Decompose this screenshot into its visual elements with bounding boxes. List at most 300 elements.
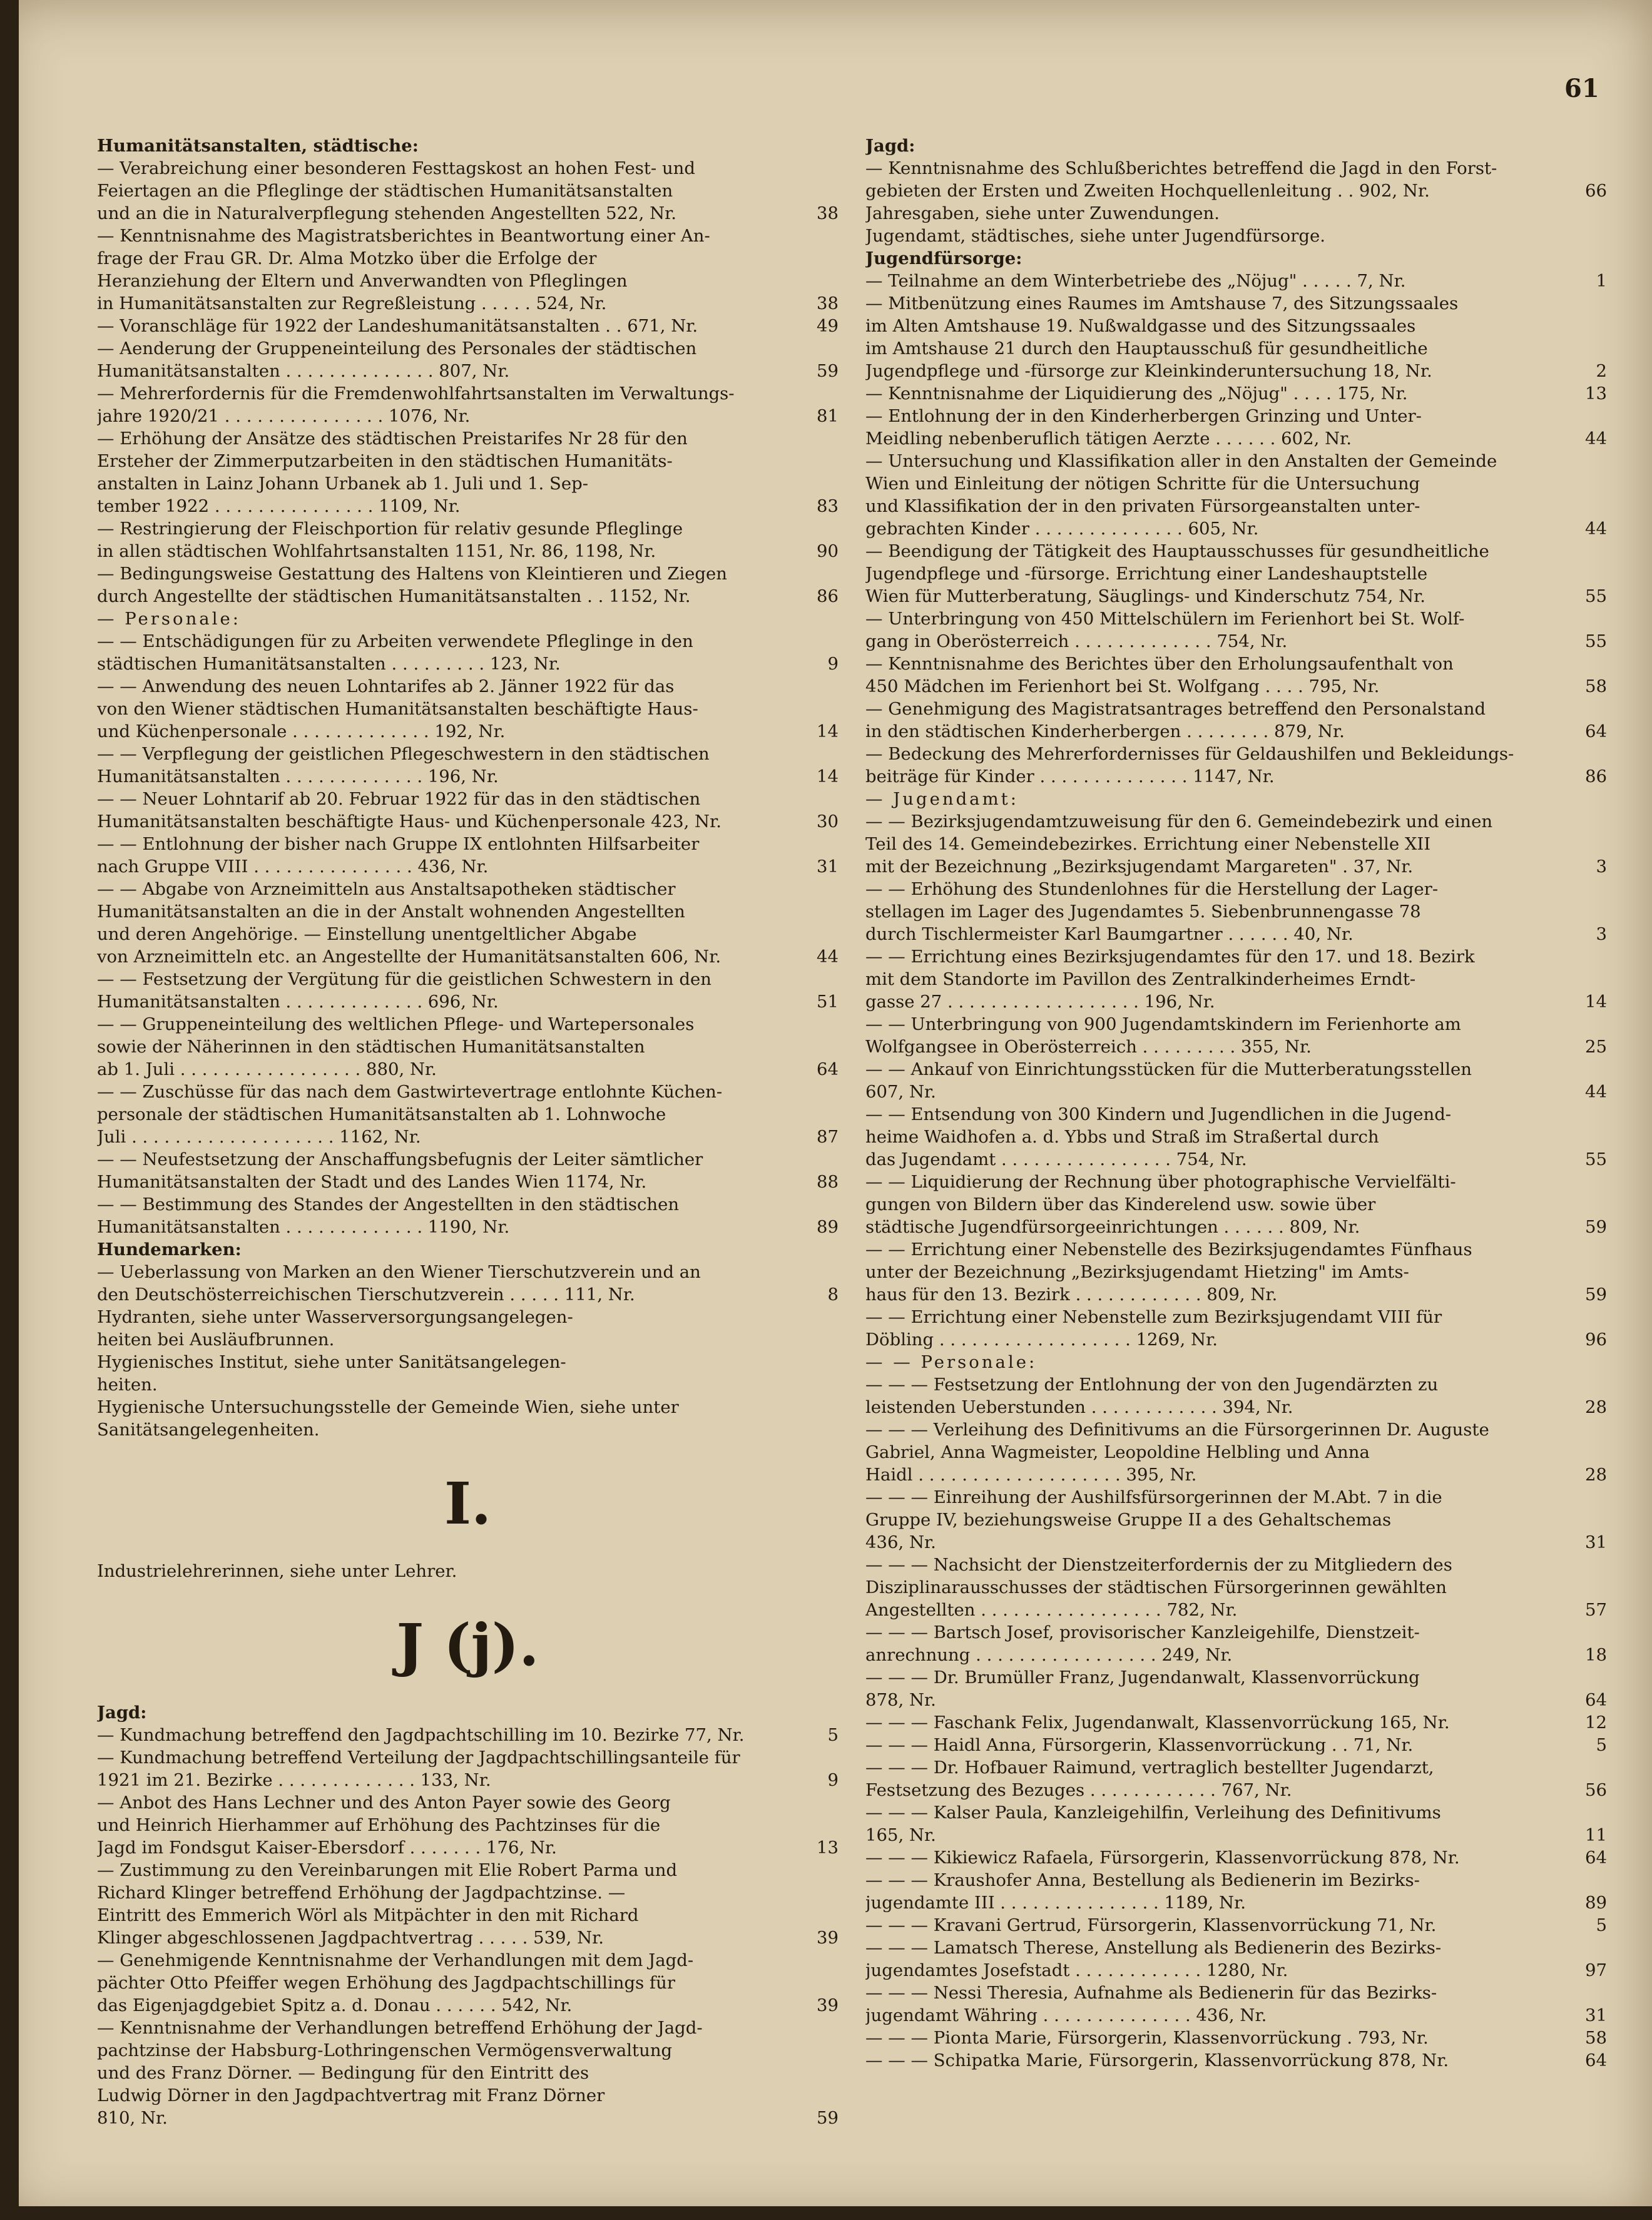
entry-line: mit der Bezeichnung „Bezirksjugendamt Margareten" . 37, Nr.	[865, 857, 1414, 877]
entry-line: — Kenntnisnahme der Verhandlungen betreffend Erhöhung der Jagd-	[97, 2018, 703, 2038]
index-entry	[97, 157, 839, 225]
index-entry	[97, 743, 839, 788]
page-reference: 89	[817, 1217, 839, 1237]
index-entry	[865, 1306, 1607, 1351]
entry-line: Meidling nebenberuflich tätigen Aerzte . . . . . . 602, Nr.	[865, 429, 1352, 449]
entry-line: Festsetzung des Bezuges . . . . . . . . . . . . 767, Nr.	[865, 1780, 1292, 1800]
entry-line: jahre 1920/21 . . . . . . . . . . . . . . . 1076, Nr.	[97, 406, 471, 426]
page-reference: 57	[1585, 1600, 1607, 1620]
page-reference: 59	[817, 2108, 839, 2128]
cross-reference	[865, 202, 1607, 225]
index-entry	[865, 1937, 1607, 1982]
entry-line: Wolfgangsee in Oberösterreich . . . . . . . . . 355, Nr.	[865, 1037, 1312, 1057]
entry-line: — Unterbringung von 450 Mittelschülern im Ferienhort bei St. Wolf-	[865, 609, 1465, 629]
index-entry	[865, 1171, 1607, 1238]
entry-line: Humanitätsanstalten . . . . . . . . . . . . . . 807, Nr.	[97, 361, 510, 381]
entry-line: — — Errichtung einer Nebenstelle des Bezirksjugendamtes Fünfhaus	[865, 1240, 1472, 1260]
index-entry	[865, 945, 1607, 1013]
page-reference: 88	[817, 1172, 839, 1192]
index-entry	[97, 1148, 839, 1193]
entry-line: Humanitätsanstalten . . . . . . . . . . . . . 696, Nr.	[97, 992, 499, 1012]
page-reference: 13	[1585, 384, 1607, 404]
entry-line: Humanitätsanstalten der Stadt und des Landes Wien 1174, Nr.	[97, 1172, 647, 1192]
entry-line: und Klassifikation der in den privaten Fürsorgeanstalten unter-	[865, 496, 1420, 516]
entry-line: von den Wiener städtischen Humanitätsanstalten beschäftigte Haus-	[97, 699, 698, 719]
page-reference: 39	[817, 1928, 839, 1948]
entry-line: — — Gruppeneinteilung des weltlichen Pflege- und Wartepersonales	[97, 1014, 695, 1034]
entry-line: und Heinrich Hierhammer auf Erhöhung des Pachtzinses für die	[97, 1815, 661, 1835]
entry-line: heiten.	[97, 1375, 158, 1395]
entry-line: — — Entsendung von 300 Kindern und Jugendlichen in die Jugend-	[865, 1104, 1452, 1124]
entry-line: — Ueberlassung von Marken an den Wiener Tierschutzverein und an	[97, 1262, 701, 1282]
entry-line: Hydranten, siehe unter Wasserversorgungsangelegen-	[97, 1307, 573, 1327]
entry-line: — — — Kikiewicz Rafaela, Fürsorgerin, Klassenvorrückung 878, Nr.	[865, 1848, 1460, 1868]
cross-reference	[865, 225, 1607, 247]
entry-line: — Entlohnung der in den Kinderherbergen Grinzing und Unter-	[865, 406, 1422, 426]
entry-line: Jagd im Fondsgut Kaiser-Ebersdorf . . . . . . . 176, Nr.	[97, 1838, 557, 1858]
entry-line: nach Gruppe VIII . . . . . . . . . . . . . . . 436, Nr.	[97, 857, 489, 877]
entry-line: Disziplinarausschusses der städtischen Fürsorgerinnen gewählten	[865, 1577, 1447, 1597]
page-reference: 28	[1585, 1397, 1607, 1417]
entry-line: — — Bestimmung des Standes der Angestellten in den städtischen	[97, 1194, 680, 1214]
entry-line: — — — Dr. Hofbauer Raimund, vertraglich bestellter Jugendarzt,	[865, 1758, 1434, 1778]
entry-line: 436, Nr.	[865, 1532, 936, 1552]
index-entry	[97, 382, 839, 427]
entry-line: städtische Jugendfürsorgeeinrichtungen . . . . . . 809, Nr.	[865, 1217, 1360, 1237]
index-entry	[865, 1666, 1607, 1711]
entry-line: 607, Nr.	[865, 1082, 936, 1102]
index-entry	[97, 630, 839, 675]
entry-line: Humanitätsanstalten . . . . . . . . . . . . . 1190, Nr.	[97, 1217, 510, 1237]
entry-line: gungen von Bildern über das Kinderelend usw. sowie über	[865, 1194, 1376, 1214]
entry-line: — Aenderung der Gruppeneinteilung des Personales der städtischen	[97, 339, 697, 359]
index-entry	[865, 382, 1607, 405]
index-entry	[865, 878, 1607, 945]
entry-line: pachtzinse der Habsburg-Lothringenschen Vermögensverwaltung	[97, 2040, 673, 2060]
entry-line: — — — Faschank Felix, Jugendanwalt, Klassenvorrückung 165, Nr.	[865, 1713, 1450, 1733]
index-entry	[865, 1554, 1607, 1621]
entry-line: Heranziehung der Eltern und Anverwandten von Pfleglingen	[97, 271, 628, 291]
index-entry	[865, 1373, 1607, 1418]
entry-line: — — — Kravani Gertrud, Fürsorgerin, Klassenvorrückung 71, Nr.	[865, 1915, 1437, 1935]
index-entry	[97, 2017, 839, 2129]
entry-line: Wien für Mutterberatung, Säuglings- und Kinderschutz 754, Nr.	[865, 586, 1426, 606]
entry-line: — — — Nachsicht der Dienstzeiterfordernis der zu Mitgliedern des	[865, 1555, 1452, 1575]
entry-line: — — — Schipatka Marie, Fürsorgerin, Klassenvorrückung 878, Nr.	[865, 2050, 1449, 2070]
index-entry	[97, 427, 839, 517]
page-reference: 83	[817, 496, 839, 516]
page-reference: 30	[817, 812, 839, 832]
scan-edge-left	[0, 0, 19, 2220]
entry-line: und an die in Naturalverpflegung stehenden Angestellten 522, Nr.	[97, 203, 677, 223]
page-reference: 3	[1596, 924, 1607, 944]
entry-line: Ludwig Dörner in den Jagdpachtvertrag mit Franz Dörner	[97, 2085, 605, 2105]
entry-line: — — Neuer Lohntarif ab 20. Februar 1922 für das in den städtischen	[97, 789, 701, 809]
entry-line: Jugendpflege und -fürsorge zur Kleinkinderuntersuchung 18, Nr.	[865, 361, 1432, 381]
index-entry	[865, 1621, 1607, 1666]
entry-line: unter der Bezeichnung „Bezirksjugendamt Hietzing" im Amts-	[865, 1262, 1409, 1282]
entry-line: Hygienische Untersuchungsstelle der Gemeinde Wien, siehe unter	[97, 1397, 679, 1417]
index-entry	[865, 450, 1607, 540]
page-reference: 87	[817, 1127, 839, 1147]
entry-line: — — Erhöhung des Stundenlohnes für die Herstellung der Lager-	[865, 879, 1439, 899]
index-entry	[97, 833, 839, 878]
subsection-label: — Personale:	[97, 609, 242, 629]
page-reference: 28	[1585, 1465, 1607, 1485]
page-reference: 14	[817, 721, 839, 741]
entry-line: — Voranschläge für 1922 der Landeshumanitätsanstalten . . 671, Nr.	[97, 316, 698, 336]
page-reference: 64	[1585, 1690, 1607, 1710]
index-entry	[97, 517, 839, 563]
entry-line: und deren Angehörige. — Einstellung unentgeltlicher Abgabe	[97, 924, 637, 944]
entry-line: — Bedingungsweise Gestattung des Haltens von Kleintieren und Ziegen	[97, 564, 727, 584]
entry-line: — Erhöhung der Ansätze des städtischen Preistarifes Nr 28 für den	[97, 429, 688, 449]
index-entry	[865, 1103, 1607, 1171]
entry-line: — — — Pionta Marie, Fürsorgerin, Klassenvorrückung . 793, Nr.	[865, 2028, 1429, 2048]
entry-line: — — — Nessi Theresia, Aufnahme als Bedienerin für das Bezirks-	[865, 1983, 1437, 2003]
page-reference: 5	[1596, 1735, 1607, 1755]
letter-heading: J (j).	[396, 1611, 539, 1679]
entry-line: — — Abgabe von Arzneimitteln aus Anstaltsapotheken städtischer	[97, 879, 676, 899]
cross-reference	[97, 1306, 839, 1351]
page-reference: 44	[1585, 429, 1607, 449]
entry-line: Juli . . . . . . . . . . . . . . . . . . . 1162, Nr.	[97, 1127, 421, 1147]
entry-line: — — — Lamatsch Therese, Anstellung als Bedienerin des Bezirks-	[865, 1938, 1442, 1958]
page-reference: 86	[1585, 766, 1607, 787]
page-reference: 31	[1585, 1532, 1607, 1552]
page-reference: 56	[1585, 1780, 1607, 1800]
entry-line: Industrielehrerinnen, siehe unter Lehrer.	[97, 1561, 457, 1581]
index-entry	[97, 1013, 839, 1081]
page-reference: 13	[817, 1838, 839, 1858]
page-reference: 86	[817, 586, 839, 606]
entry-line: sowie der Näherinnen in den städtischen Humanitätsanstalten	[97, 1037, 645, 1057]
index-entry	[865, 1756, 1607, 1801]
entry-line: 1921 im 21. Bezirke . . . . . . . . . . . . . 133, Nr.	[97, 1770, 491, 1790]
page-reference: 64	[1585, 1848, 1607, 1868]
index-entry	[97, 1724, 839, 1746]
entry-line: tember 1922 . . . . . . . . . . . . . . . 1109, Nr.	[97, 496, 461, 516]
entry-line: Jugendpflege und -fürsorge. Errichtung einer Landeshauptstelle	[865, 564, 1428, 584]
entry-line: anstalten in Lainz Johann Urbanek ab 1. Juli und 1. Sep-	[97, 474, 588, 494]
index-entry	[97, 1081, 839, 1148]
index-entry	[865, 1418, 1607, 1486]
entry-line: heiten bei Ausläufbrunnen.	[97, 1330, 335, 1350]
entry-line: — — Liquidierung der Rechnung über photographische Vervielfälti-	[865, 1172, 1456, 1192]
entry-line: im Amtshause 21 durch den Hauptausschuß für gesundheitliche	[865, 339, 1428, 359]
entry-line: — — — Kalser Paula, Kanzleigehilfin, Verleihung des Definitivums	[865, 1803, 1441, 1823]
page-reference: 38	[817, 203, 839, 223]
entry-line: Humanitätsanstalten beschäftigte Haus- und Küchenpersonale 423, Nr.	[97, 812, 721, 832]
index-entry	[865, 1982, 1607, 2027]
entry-line: gasse 27 . . . . . . . . . . . . . . . . . . 196, Nr.	[865, 992, 1215, 1012]
index-entry	[97, 1949, 839, 2017]
entry-line: — — Bezirksjugendamtzuweisung für den 6. Gemeindebezirk und einen	[865, 812, 1493, 832]
entry-line: heime Waidhofen a. d. Ybbs und Straß im Straßertal durch	[865, 1127, 1379, 1147]
entry-line: frage der Frau GR. Dr. Alma Motzko über die Erfolge der	[97, 248, 597, 268]
entry-line: — Zustimmung zu den Vereinbarungen mit Elie Robert Parma und	[97, 1860, 678, 1880]
page-reference: 59	[1585, 1285, 1607, 1305]
entry-line: das Eigenjagdgebiet Spitz a. d. Donau . . . . . . 542, Nr.	[97, 1995, 573, 2015]
page-reference: 59	[817, 361, 839, 381]
index-entry	[97, 878, 839, 968]
entry-line: — Kenntnisnahme der Liquidierung des „Nöjug" . . . . 175, Nr.	[865, 384, 1408, 404]
page-reference: 39	[817, 1995, 839, 2015]
index-entry	[865, 743, 1607, 788]
page-reference: 11	[1585, 1825, 1607, 1845]
entry-line: — Verabreichung einer besonderen Festtagskost an hohen Fest- und	[97, 158, 695, 178]
right-column	[865, 135, 1607, 2072]
index-entry	[865, 1013, 1607, 1058]
entry-line: und Küchenpersonale . . . . . . . . . . . . . 192, Nr.	[97, 721, 506, 741]
page-reference: 49	[817, 316, 839, 336]
index-entry	[865, 1486, 1607, 1554]
index-entry	[97, 225, 839, 315]
entry-line: Gabriel, Anna Wagmeister, Leopoldine Helbling und Anna	[865, 1442, 1370, 1462]
entry-line: — Teilnahme an dem Winterbetriebe des „Nöjug" . . . . . 7, Nr.	[865, 271, 1406, 291]
entry-line: anrechnung . . . . . . . . . . . . . . . . . 249, Nr.	[865, 1645, 1233, 1665]
page-reference: 44	[1585, 519, 1607, 539]
entry-line: — Kenntnisnahme des Berichtes über den Erholungsaufenthalt von	[865, 654, 1454, 674]
index-entry	[865, 1711, 1607, 1734]
index-entry	[865, 157, 1607, 202]
index-entry	[97, 675, 839, 743]
entry-line: Hygienisches Institut, siehe unter Sanitätsangelegen-	[97, 1352, 566, 1372]
page-reference: 31	[817, 857, 839, 877]
entry-line: — Mehrerfordernis für die Fremdenwohlfahrtsanstalten im Verwaltungs-	[97, 384, 735, 404]
entry-line: 878, Nr.	[865, 1690, 936, 1710]
entry-line: — Kenntnisnahme des Schlußberichtes betreffend die Jagd in den Forst-	[865, 158, 1497, 178]
entry-line: ab 1. Juli . . . . . . . . . . . . . . . . . 880, Nr.	[97, 1059, 437, 1079]
entry-line: — — Verpflegung der geistlichen Pflegeschwestern in den städtischen	[97, 744, 710, 764]
index-entry	[865, 2049, 1607, 2072]
entry-line: Humanitätsanstalten an die in der Anstalt wohnenden Angestellten	[97, 902, 685, 922]
index-entry	[865, 698, 1607, 743]
entry-line: — — Anwendung des neuen Lohntarifes ab 2. Jänner 1922 für das	[97, 676, 675, 696]
entry-line: und des Franz Dörner. — Bedingung für den Eintritt des	[97, 2063, 589, 2083]
entry-line: Humanitätsanstalten . . . . . . . . . . . . . 196, Nr.	[97, 766, 499, 787]
entry-line: Teil des 14. Gemeindebezirkes. Errichtung einer Nebenstelle XII	[865, 834, 1431, 854]
entry-line: — — Entschädigungen für zu Arbeiten verwendete Pfleglinge in den	[97, 631, 693, 651]
page-reference: 2	[1596, 361, 1607, 381]
subsection-label: — Jugendamt:	[865, 789, 1019, 809]
entry-line: jugendamtes Josefstadt . . . . . . . . . . . . 1280, Nr.	[865, 1960, 1288, 1980]
index-entry	[97, 968, 839, 1013]
entry-line: — — — Einreihung der Aushilfsfürsorgerinnen der M.Abt. 7 in die	[865, 1487, 1442, 1507]
entry-line: — — — Bartsch Josef, provisorischer Kanzleigehilfe, Dienstzeit-	[865, 1622, 1420, 1642]
entry-line: — — — Dr. Brumüller Franz, Jugendanwalt, Klassenvorrückung	[865, 1668, 1420, 1688]
page-reference: 55	[1585, 586, 1607, 606]
page-reference: 81	[817, 406, 839, 426]
page-reference: 55	[1585, 1149, 1607, 1169]
section-heading: Hundemarken:	[97, 1240, 242, 1260]
entry-line: — — Entlohnung der bisher nach Gruppe IX entlohnten Hilfsarbeiter	[97, 834, 700, 854]
letter-heading: I.	[444, 1470, 492, 1537]
index-entry	[865, 292, 1607, 382]
page-reference: 9	[827, 654, 839, 674]
entry-line: Jahresgaben, siehe unter Zuwendungen.	[865, 203, 1220, 223]
entry-line: — Genehmigung des Magistratsantrages betreffend den Personalstand	[865, 699, 1486, 719]
entry-line: — Kundmachung betreffend den Jagdpachtschilling im 10. Bezirke 77, Nr.	[97, 1725, 745, 1745]
index-entry	[865, 1238, 1607, 1306]
page-reference: 66	[1585, 181, 1607, 201]
index-entry	[97, 337, 839, 382]
entry-line: — Untersuchung und Klassifikation aller in den Anstalten der Gemeinde	[865, 451, 1497, 471]
page-reference: 8	[827, 1285, 839, 1305]
entry-line: 165, Nr.	[865, 1825, 936, 1845]
entry-line: — — Zuschüsse für das nach dem Gastwirtevertrage entlohnte Küchen-	[97, 1082, 723, 1102]
entry-line: jugendamt Währing . . . . . . . . . . . . . . 436, Nr.	[865, 2005, 1267, 2025]
entry-line: — Restringierung der Fleischportion für relativ gesunde Pfleglinge	[97, 519, 683, 539]
index-entry	[865, 1734, 1607, 1756]
page-reference: 64	[817, 1059, 839, 1079]
index-entry	[97, 1193, 839, 1238]
entry-line: durch Angestellte der städtischen Humanitätsanstalten . . 1152, Nr.	[97, 586, 691, 606]
entry-line: — — Festsetzung der Vergütung für die geistlichen Schwestern in den	[97, 969, 711, 989]
scan-edge-bottom	[0, 2206, 1652, 2220]
page-reference: 25	[1585, 1037, 1607, 1057]
entry-line: von Arzneimitteln etc. an Angestellte der Humanitätsanstalten 606, Nr.	[97, 947, 721, 967]
entry-line: mit dem Standorte im Pavillon des Zentralkinderheimes Erndt-	[865, 969, 1416, 989]
entry-line: — — Ankauf von Einrichtungsstücken für die Mutterberatungsstellen	[865, 1059, 1472, 1079]
page-reference: 44	[817, 947, 839, 967]
index-entry	[865, 653, 1607, 698]
index-entry	[865, 270, 1607, 292]
entry-line: — — Errichtung einer Nebenstelle zum Bezirksjugendamt VIII für	[865, 1307, 1442, 1327]
section-heading: Jugendfürsorge:	[865, 248, 1022, 268]
entry-line: Sanitätsangelegenheiten.	[97, 1420, 320, 1440]
section-heading: Humanitätsanstalten, städtische:	[97, 136, 419, 156]
entry-line: Klinger abgeschlossenen Jagdpachtvertrag . . . . . 539, Nr.	[97, 1928, 604, 1948]
page-reference: 9	[827, 1770, 839, 1790]
page-reference: 18	[1585, 1645, 1607, 1665]
index-entry	[97, 1859, 839, 1949]
entry-line: in Humanitätsanstalten zur Regreßleistung . . . . . 524, Nr.	[97, 293, 607, 313]
entry-line: — Beendigung der Tätigkeit des Hauptausschusses für gesundheitliche	[865, 541, 1489, 561]
index-entry	[97, 315, 839, 337]
index-entry	[97, 788, 839, 833]
entry-line: pächter Otto Pfeiffer wegen Erhöhung des Jagdpachtschillings für	[97, 1973, 675, 1993]
page-reference: 14	[1585, 992, 1607, 1012]
page-reference: 5	[1596, 1915, 1607, 1935]
entry-line: beiträge für Kinder . . . . . . . . . . . . . . 1147, Nr.	[865, 766, 1275, 787]
entry-line: 450 Mädchen im Ferienhort bei St. Wolfgang . . . . 795, Nr.	[865, 676, 1380, 696]
page-reference: 64	[1585, 2050, 1607, 2070]
entry-line: Haidl . . . . . . . . . . . . . . . . . . . 395, Nr.	[865, 1465, 1197, 1485]
entry-line: Ersteher der Zimmerputzarbeiten in den städtischen Humanitäts-	[97, 451, 673, 471]
entry-line: — — — Kraushofer Anna, Bestellung als Bedienerin im Bezirks-	[865, 1870, 1420, 1890]
page-reference: 3	[1596, 857, 1607, 877]
entry-line: in allen städtischen Wohlfahrtsanstalten 1151, Nr. 86, 1198, Nr.	[97, 541, 656, 561]
entry-line: — Genehmigende Kenntnisnahme der Verhandlungen mit dem Jagd-	[97, 1950, 694, 1970]
entry-line: 810, Nr.	[97, 2108, 168, 2128]
page-reference: 59	[1585, 1217, 1607, 1237]
section-heading: Jagd:	[97, 1703, 147, 1723]
index-entry	[865, 810, 1607, 878]
index-entry	[97, 1791, 839, 1859]
page-number: 61	[1564, 74, 1599, 103]
page-reference: 12	[1585, 1713, 1607, 1733]
entry-line: — — — Verleihung des Definitivums an die Fürsorgerinnen Dr. Auguste	[865, 1420, 1489, 1440]
page-reference: 90	[817, 541, 839, 561]
entry-line: personale der städtischen Humanitätsanstalten ab 1. Lohnwoche	[97, 1104, 666, 1124]
page-reference: 44	[1585, 1082, 1607, 1102]
entry-line: Jugendamt, städtisches, siehe unter Jugendfürsorge.	[865, 226, 1325, 246]
page-reference: 14	[817, 766, 839, 787]
entry-line: — — Unterbringung von 900 Jugendamtskindern im Ferienhorte am	[865, 1014, 1461, 1034]
entry-line: gebieten der Ersten und Zweiten Hochquellenleitung . . 902, Nr.	[865, 181, 1430, 201]
entry-line: Eintritt des Emmerich Wörl als Mitpächter in den mit Richard	[97, 1905, 639, 1925]
cross-reference	[97, 1351, 839, 1396]
entry-line: — Anbot des Hans Lechner und des Anton Payer sowie des Georg	[97, 1793, 671, 1813]
entry-line: durch Tischlermeister Karl Baumgartner . . . . . . 40, Nr.	[865, 924, 1354, 944]
entry-line: Angestellten . . . . . . . . . . . . . . . . . 782, Nr.	[865, 1600, 1238, 1620]
entry-line: — — — Haidl Anna, Fürsorgerin, Klassenvorrückung . . 71, Nr.	[865, 1735, 1414, 1755]
left-column	[97, 135, 839, 2129]
index-entry	[97, 563, 839, 608]
page-reference: 31	[1585, 2005, 1607, 2025]
page-reference: 58	[1585, 2028, 1607, 2048]
entry-line: Döbling . . . . . . . . . . . . . . . . . . 1269, Nr.	[865, 1330, 1218, 1350]
index-entry	[865, 1914, 1607, 1937]
entry-line: — — Neufestsetzung der Anschaffungsbefugnis der Leiter sämtlicher	[97, 1149, 703, 1169]
page-reference: 5	[827, 1725, 839, 1745]
entry-line: — Mitbenützung eines Raumes im Amtshause 7, des Sitzungssaales	[865, 293, 1459, 313]
entry-line: stellagen im Lager des Jugendamtes 5. Siebenbrunnengasse 78	[865, 902, 1421, 922]
entry-line: gebrachten Kinder . . . . . . . . . . . . . . 605, Nr.	[865, 519, 1259, 539]
entry-line: — Bedeckung des Mehrerfordernisses für Geldaushilfen und Bekleidungs-	[865, 744, 1514, 764]
entry-line: in den städtischen Kinderherbergen . . . . . . . . 879, Nr.	[865, 721, 1345, 741]
entry-line: den Deutschösterreichischen Tierschutzverein . . . . . 111, Nr.	[97, 1285, 635, 1305]
entry-line: — — Errichtung eines Bezirksjugendamtes für den 17. und 18. Bezirk	[865, 947, 1475, 967]
entry-line: leistenden Ueberstunden . . . . . . . . . . . . 394, Nr.	[865, 1397, 1293, 1417]
entry-line: Richard Klinger betreffend Erhöhung der Jagdpachtzinse. —	[97, 1883, 626, 1903]
index-entry	[865, 1058, 1607, 1103]
entry-line: haus für den 13. Bezirk . . . . . . . . . . . . 809, Nr.	[865, 1285, 1278, 1305]
index-entry	[865, 608, 1607, 653]
entry-line: im Alten Amtshause 19. Nußwaldgasse und des Sitzungssaales	[865, 316, 1416, 336]
index-entry	[865, 2027, 1607, 2049]
entry-line: Wien und Einleitung der nötigen Schritte für die Untersuchung	[865, 474, 1420, 494]
page-reference: 1	[1596, 271, 1607, 291]
page-reference: 97	[1585, 1960, 1607, 1980]
entry-line: jugendamte III . . . . . . . . . . . . . . . 1189, Nr.	[865, 1893, 1246, 1913]
subsection-label: — — Personale:	[865, 1352, 1038, 1372]
page-reference: 89	[1585, 1893, 1607, 1913]
page-reference: 96	[1585, 1330, 1607, 1350]
entry-line: — Kundmachung betreffend Verteilung der Jagdpachtschillingsanteile für	[97, 1748, 740, 1768]
page-reference: 38	[817, 293, 839, 313]
entry-line: städtischen Humanitätsanstalten . . . . . . . . . 123, Nr.	[97, 654, 561, 674]
index-entry	[865, 1869, 1607, 1914]
index-entry	[97, 1261, 839, 1306]
index-entry	[865, 405, 1607, 450]
entry-line: — — — Festsetzung der Entlohnung der von den Jugendärzten zu	[865, 1375, 1439, 1395]
index-entry	[865, 540, 1607, 608]
page-reference: 64	[1585, 721, 1607, 741]
entry-line: das Jugendamt . . . . . . . . . . . . . . . . 754, Nr.	[865, 1149, 1247, 1169]
entry-line: gang in Oberösterreich . . . . . . . . . . . . . 754, Nr.	[865, 631, 1288, 651]
section-heading: Jagd:	[865, 136, 915, 156]
index-entry	[865, 1846, 1607, 1869]
page-reference: 58	[1585, 676, 1607, 696]
index-entry	[97, 1746, 839, 1791]
cross-reference	[97, 1396, 839, 1441]
entry-line: — Kenntnisnahme des Magistratsberichtes in Beantwortung einer An-	[97, 226, 710, 246]
page-reference: 51	[817, 992, 839, 1012]
page-reference: 55	[1585, 631, 1607, 651]
index-entry	[865, 1801, 1607, 1846]
